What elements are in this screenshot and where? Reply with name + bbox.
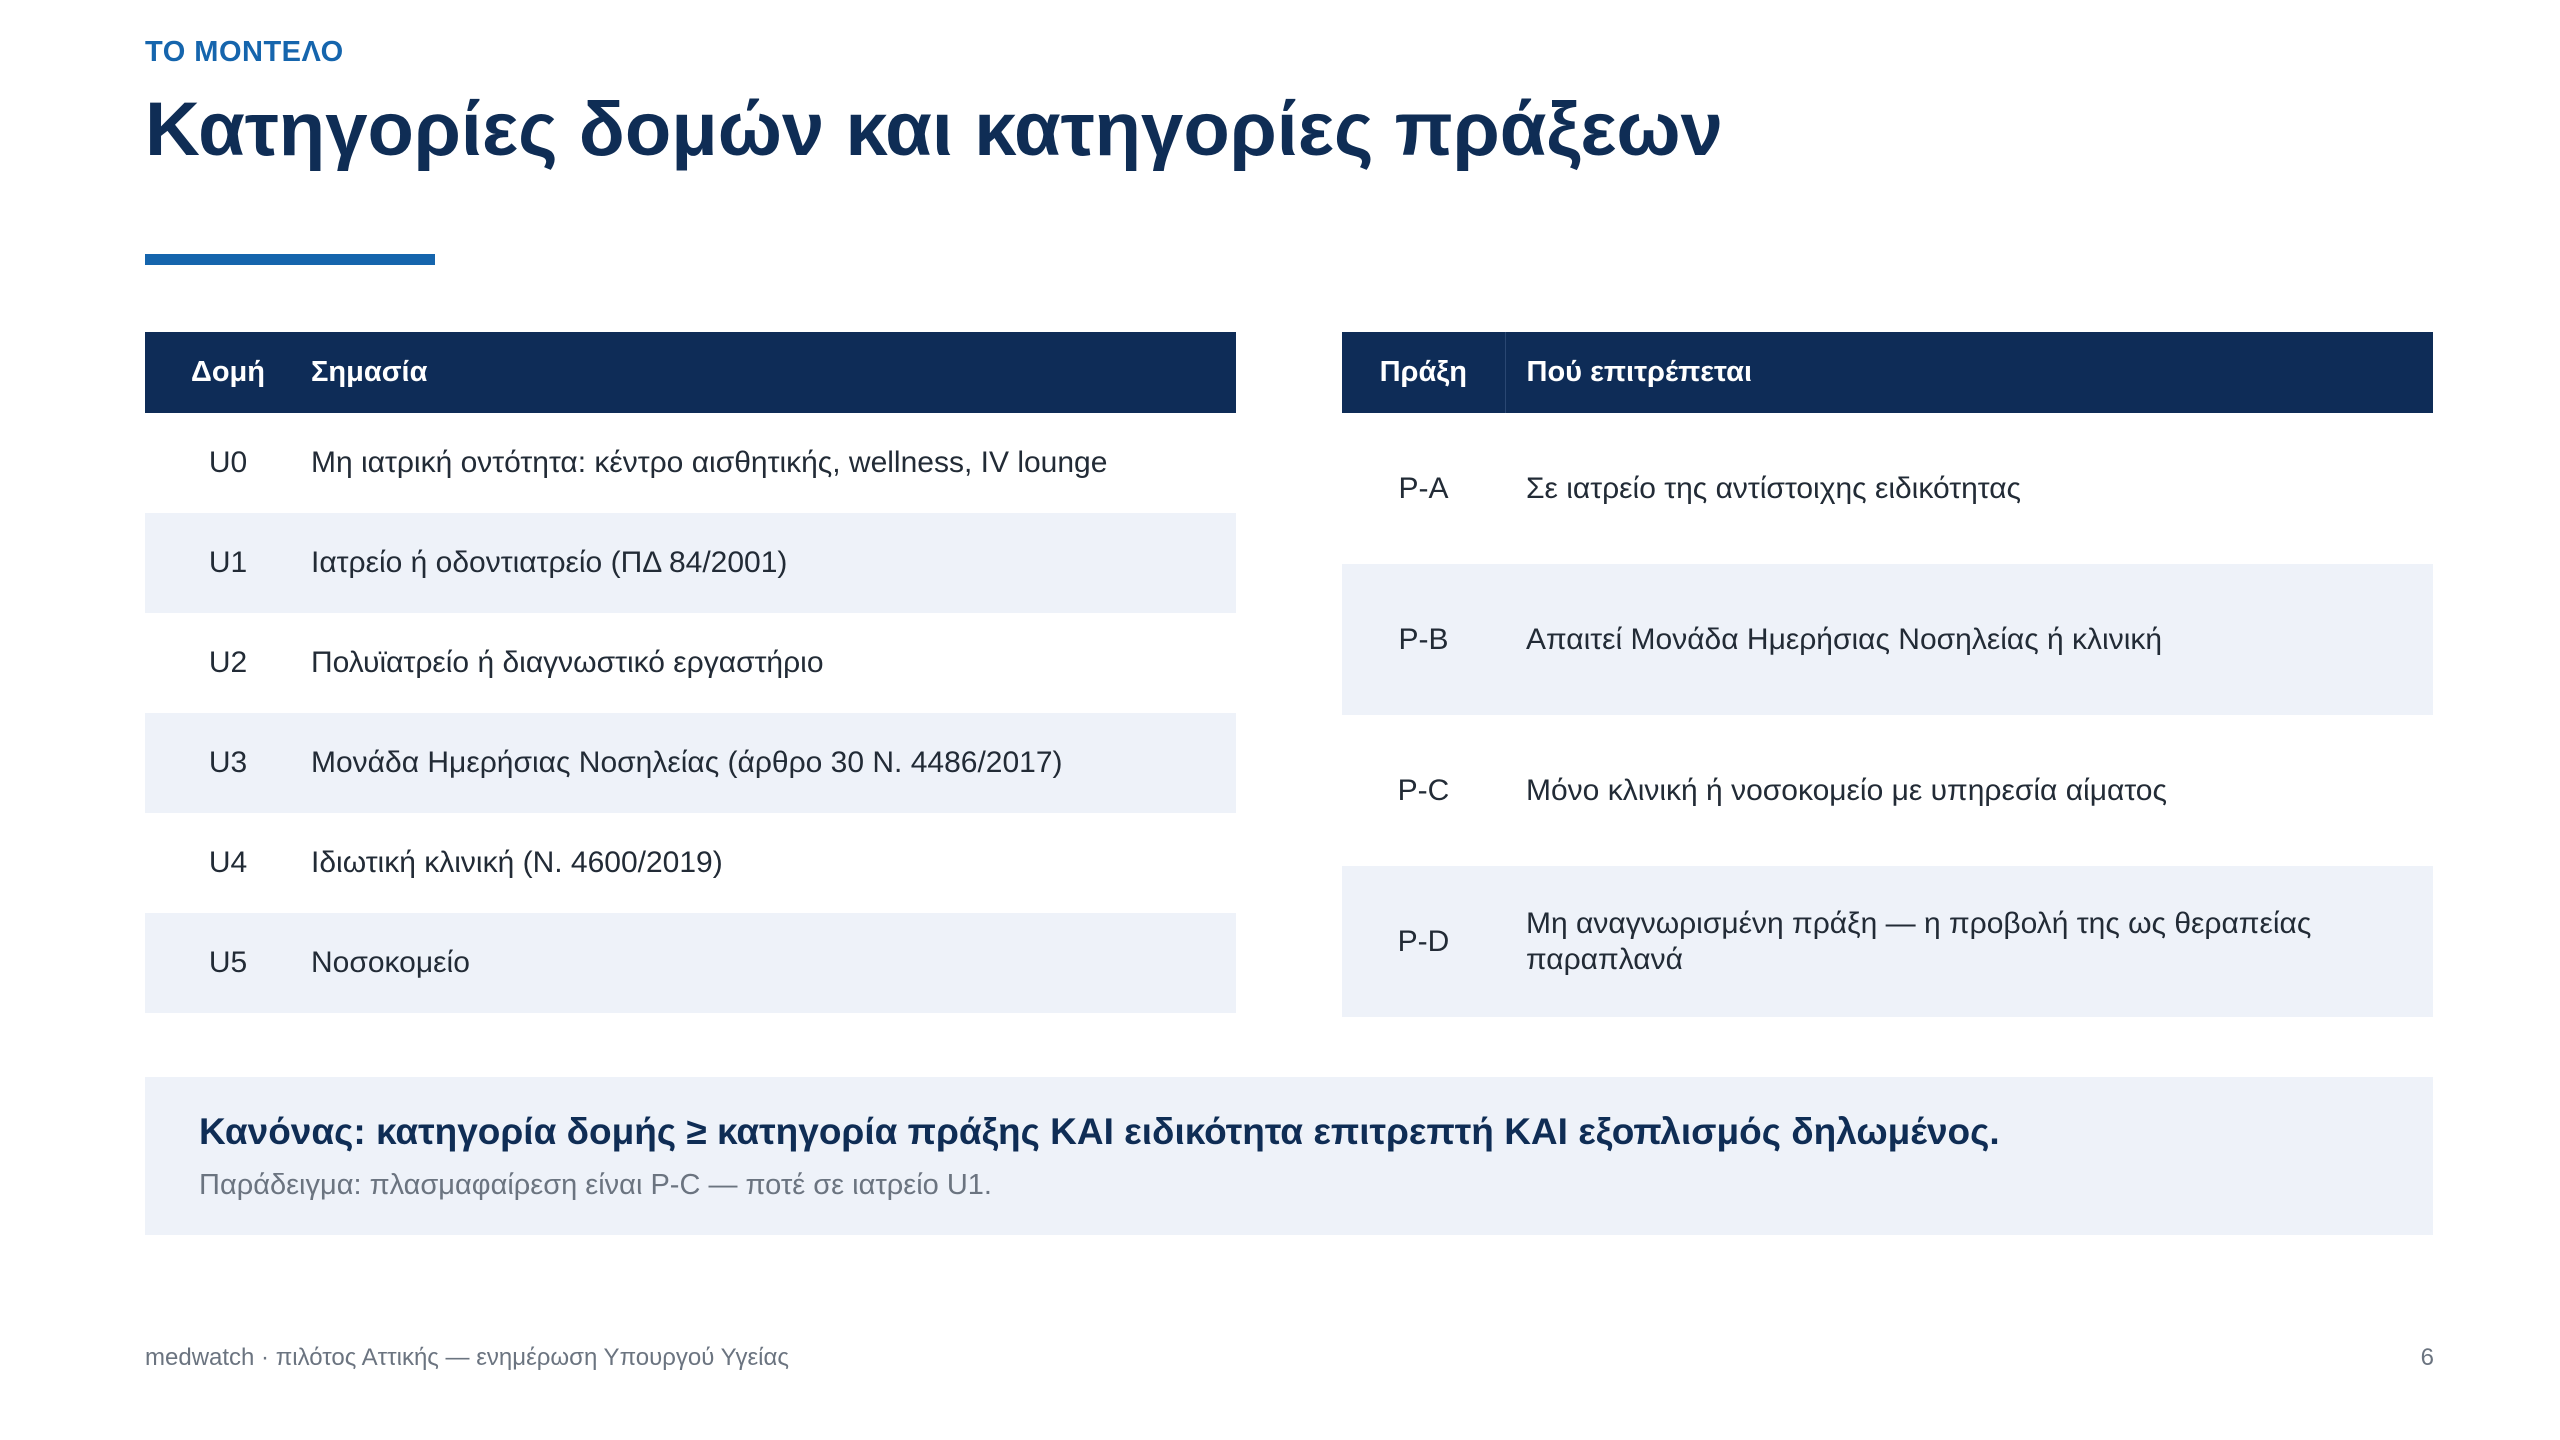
structures-table <box>145 332 1236 1013</box>
structure-code: U2 <box>208 646 248 679</box>
eyebrow-label: ΤΟ ΜΟΝΤΕΛΟ <box>145 36 344 68</box>
structure-meaning: Ιατρείο ή οδοντιατρείο (ΠΔ 84/2001) <box>311 546 788 579</box>
structure-code: U4 <box>208 846 248 879</box>
table-row <box>145 813 1236 913</box>
acts-table <box>1342 332 2433 1017</box>
structure-code: U1 <box>208 546 248 579</box>
table-row <box>145 913 1236 1013</box>
title-accent-bar <box>145 254 435 265</box>
structure-code: U3 <box>208 746 248 779</box>
act-where-allowed: Μη αναγνωρισμένη πράξη — η προβολή της ως θεραπείας παραπλανά <box>1526 906 2312 976</box>
table-row <box>145 713 1236 813</box>
table-header-row <box>145 332 1236 413</box>
column-header-structure: Δομή <box>145 332 311 413</box>
rule-example: Παράδειγμα: πλασμαφαίρεση είναι P-C — ποτέ σε ιατρείο U1. <box>199 1169 992 1201</box>
column-header-meaning: Σημασία <box>311 332 1236 413</box>
structure-meaning: Ιδιωτική κλινική (Ν. 4600/2019) <box>311 846 723 879</box>
table-row <box>145 513 1236 613</box>
table-row <box>1342 413 2433 564</box>
structure-code: U5 <box>208 946 248 979</box>
table-row <box>1342 564 2433 715</box>
structure-meaning: Μονάδα Ημερήσιας Νοσηλείας (άρθρο 30 Ν. 4486/2017) <box>311 746 1063 779</box>
act-where-allowed: Σε ιατρείο της αντίστοιχης ειδικότητας <box>1526 471 2021 505</box>
act-code: P-D <box>1397 924 1450 958</box>
rule-callout <box>145 1077 2433 1235</box>
column-header-where-allowed: Πού επιτρέπεται <box>1505 332 2433 413</box>
page-title: Κατηγορίες δομών και κατηγορίες πράξεων <box>145 87 1723 172</box>
act-where-allowed: Απαιτεί Μονάδα Ημερήσιας Νοσηλείας ή κλινική <box>1526 622 2163 656</box>
table-row <box>145 613 1236 713</box>
table-row <box>1342 715 2433 866</box>
column-header-act: Πράξη <box>1342 332 1505 413</box>
structure-meaning: Νοσοκομείο <box>311 946 470 979</box>
rule-statement: Κανόνας: κατηγορία δομής ≥ κατηγορία πράξης ΚΑΙ ειδικότητα επιτρεπτή ΚΑΙ εξοπλισμός δηλωμένος. <box>199 1111 2000 1152</box>
page-number: 6 <box>2420 1344 2434 1371</box>
act-code: P-B <box>1398 622 1449 656</box>
act-where-allowed: Μόνο κλινική ή νοσοκομείο με υπηρεσία αίματος <box>1526 773 2167 807</box>
structure-meaning: Μη ιατρική οντότητα: κέντρο αισθητικής, wellness, IV lounge <box>311 446 1108 479</box>
table-row <box>1342 866 2433 1017</box>
table-header-row <box>1342 332 2433 413</box>
act-code: P-A <box>1398 471 1449 505</box>
structure-code: U0 <box>208 446 248 479</box>
footer-text: medwatch · πιλότος Αττικής — ενημέρωση Υπουργού Υγείας <box>145 1344 789 1371</box>
table-row <box>145 413 1236 513</box>
act-code: P-C <box>1397 773 1450 807</box>
structure-meaning: Πολυϊατρείο ή διαγνωστικό εργαστήριο <box>311 646 824 679</box>
